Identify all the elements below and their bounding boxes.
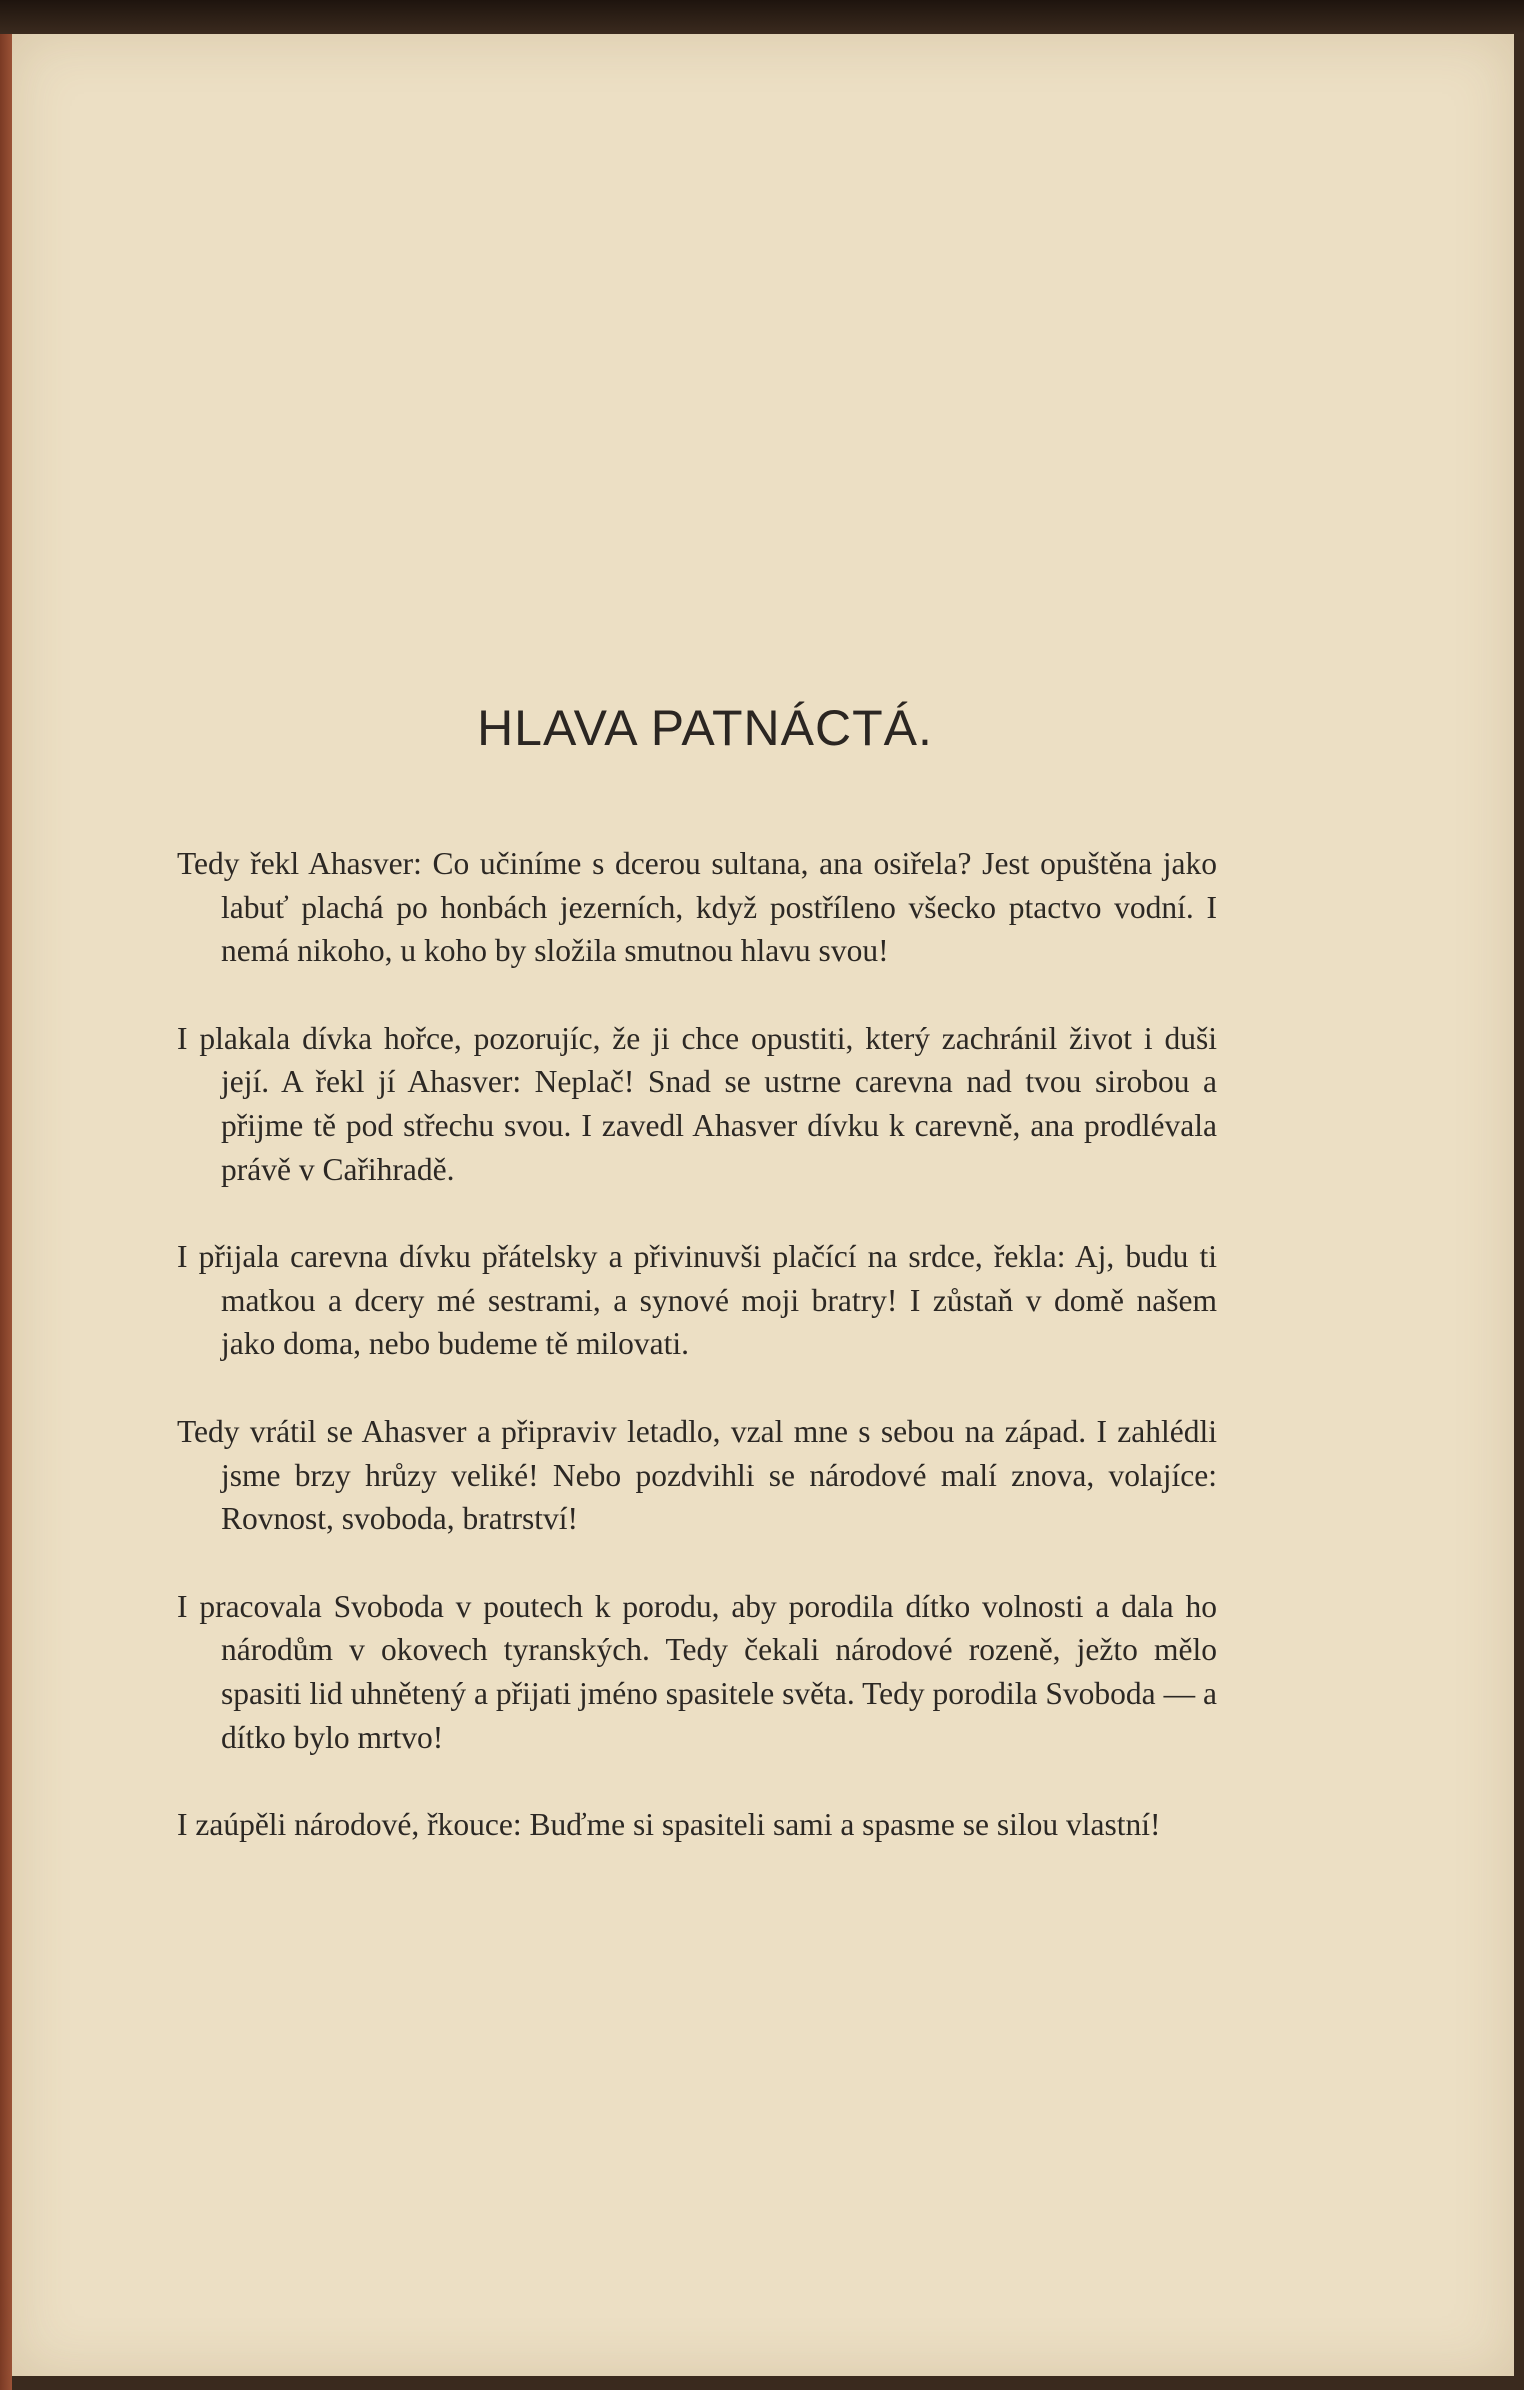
paragraph-5: I pracovala Svoboda v poutech k porodu, aby porodila dítko volnosti a dala ho národům v okovech tyranských. Tedy čekali národové rozeně, ježto mělo spasiti lid uhnětený a přijati jméno spasitele světa. Tedy porodila Svoboda — a dítko bylo mrtvo!	[177, 1588, 1217, 1755]
scan-top-edge	[0, 0, 1524, 34]
book-spine-edge	[0, 34, 12, 2390]
paragraph-3: I přijala carevna dívku přátelsky a přivinuvši plačící na srdce, řekla: Aj, budu ti matkou a dcery mé sestrami, a synové moji bratry! I zůstaň v domě našem jako doma, nebo budeme tě milovati.	[177, 1239, 1217, 1362]
paragraph-4: Tedy vrátil se Ahasver a připraviv letadlo, vzal mne s sebou na západ. I zahlédli jsme brzy hrůzy veliké! Nebo pozdvihli se národové malí znova, volajíce: Rovnost, svoboda, bratrství!	[177, 1413, 1217, 1537]
paragraph-1: Tedy řekl Ahasver: Co učiníme s dcerou sultana, ana osiřela? Jest opuštěna jako labuť plachá po honbách jezerních, když postříleno všecko ptactvo vodní. I nemá nikoho, u koho by složila smutnou hlavu svou!	[177, 846, 1217, 969]
body-text	[177, 842, 1217, 1847]
paragraph-6: I zaúpěli národové, řkouce: Buďme si spasiteli sami a spasme se silou vlastní!	[177, 1807, 1161, 1843]
chapter-title: HLAVA PATNÁCTÁ.	[477, 700, 933, 756]
paragraph-2: I plakala dívka hořce, pozorujíc, že ji chce opustiti, který zachránil život i duši její. A řekl jí Ahasver: Neplač! Snad se ustrne carevna nad tvou sirobou a přijme tě pod střechu svou. I zavedl Ahasver dívku k carevně, ana prodlévala právě v Cařihradě.	[177, 1020, 1217, 1187]
book-page	[12, 34, 1514, 2376]
